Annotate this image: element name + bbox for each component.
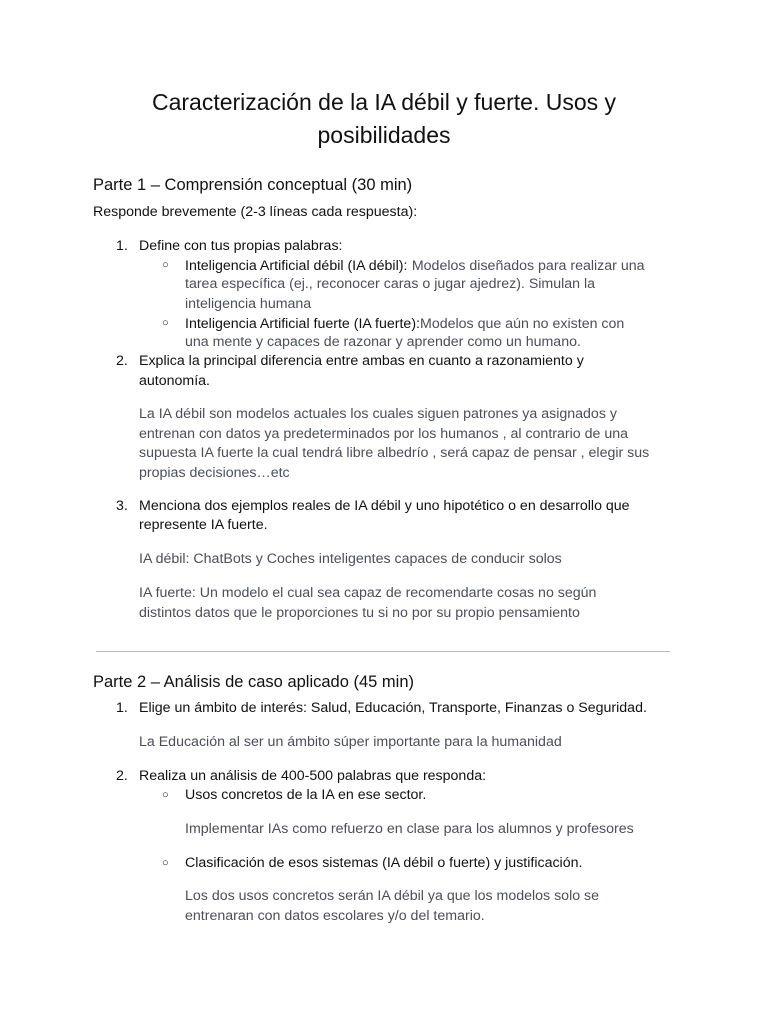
- part1-q3-answer-2-line-1: IA fuerte: Un modelo el cual sea capaz de recomendarte cosas no según: [139, 585, 597, 601]
- part1-intro: Responde brevemente (2-3 líneas cada respuesta):: [93, 204, 418, 220]
- part1-q2-text-line-2: autonomía.: [139, 373, 210, 389]
- bullet-icon: ○: [162, 789, 169, 801]
- part2-q1-text: Elige un ámbito de interés: Salud, Educación, Transporte, Finanzas o Seguridad.: [139, 700, 647, 716]
- bullet-icon: ○: [162, 317, 169, 329]
- part2-q2-bullet1-answer: Implementar IAs como refuerzo en clase para los alumnos y profesores: [185, 821, 634, 837]
- bullet2-answer-line-2: una mente y capaces de razonar y aprender como un humano.: [185, 334, 581, 350]
- part2-q2-bullet1-label: Usos concretos de la IA en ese sector.: [185, 787, 427, 803]
- part2-q1-number: 1.: [116, 700, 128, 716]
- page-title-line-2: posibilidades: [317, 122, 451, 148]
- part1-heading: Parte 1 – Comprensión conceptual (30 min): [93, 176, 413, 194]
- bullet1-answer-line-1: Modelos diseñados para realizar una: [411, 258, 645, 274]
- bullet2-label: Inteligencia Artificial fuerte (IA fuerte):: [185, 316, 420, 332]
- part1-q2-answer-line-4: propias decisiones…etc: [139, 465, 290, 481]
- part1-q2-answer-line-2: entrenan con datos ya predeterminados por los humanos , al contrario de una: [139, 426, 628, 442]
- part1-q2-number: 2.: [116, 353, 128, 369]
- bullet1-answer-line-2: tarea específica (ej., reconocer caras o jugar ajedrez). Simulan la: [185, 276, 596, 292]
- part1-q1-text: Define con tus propias palabras:: [139, 238, 343, 254]
- part1-q1-number: 1.: [116, 238, 128, 254]
- part1-q1-bullet2: [185, 315, 624, 333]
- part2-q1-answer: La Educación al ser un ámbito súper importante para la humanidad: [139, 734, 562, 750]
- part1-q2-text-line-1: Explica la principal diferencia entre ambas en cuanto a razonamiento y: [139, 353, 584, 369]
- bullet-icon: ○: [162, 857, 169, 869]
- part2-q2-number: 2.: [116, 768, 128, 784]
- bullet-icon: ○: [162, 259, 169, 271]
- bullet1-label: Inteligencia Artificial débil (IA débil):: [185, 258, 408, 274]
- part1-q3-answer-1: IA débil: ChatBots y Coches inteligentes capaces de conducir solos: [139, 551, 562, 567]
- bullet2-answer-line-1: Modelos que aún no existen con: [420, 316, 625, 332]
- part1-q1-bullet1: [185, 257, 645, 275]
- part2-q2-text: Realiza un análisis de 400-500 palabras que responda:: [139, 768, 487, 784]
- part2-q2-bullet2-label: Clasificación de esos sistemas (IA débil o fuerte) y justificación.: [185, 855, 583, 871]
- part2-q2-bullet2-answer-line-1: Los dos usos concretos serán IA débil ya que los modelos solo se: [185, 888, 600, 904]
- page-title-line-1: Caracterización de la IA débil y fuerte. Usos y: [151, 89, 617, 115]
- bullet1-answer-line-3: inteligencia humana: [185, 296, 312, 312]
- part2-heading: Parte 2 – Análisis de caso aplicado (45 min): [93, 673, 415, 691]
- part1-q3-answer-2-line-2: distintos datos que le proporciones tu si no por su propio pensamiento: [139, 605, 580, 621]
- part2-q2-bullet2-answer-line-2: entrenaran con datos escolares y/o del temario.: [185, 908, 485, 924]
- horizontal-divider: [96, 651, 670, 652]
- part1-q2-answer-line-3: supuesta IA fuerte la cual tendrá libre albedrío , será capaz de pensar , elegir sus: [139, 445, 650, 461]
- part1-q3-text-line-2: represente IA fuerte.: [139, 517, 268, 533]
- part1-q3-text-line-1: Menciona dos ejemplos reales de IA débil y uno hipotético o en desarrollo que: [139, 498, 630, 514]
- part1-q2-answer-line-1: La IA débil son modelos actuales los cuales siguen patrones ya asignados y: [139, 406, 617, 422]
- part1-q3-number: 3.: [116, 498, 128, 514]
